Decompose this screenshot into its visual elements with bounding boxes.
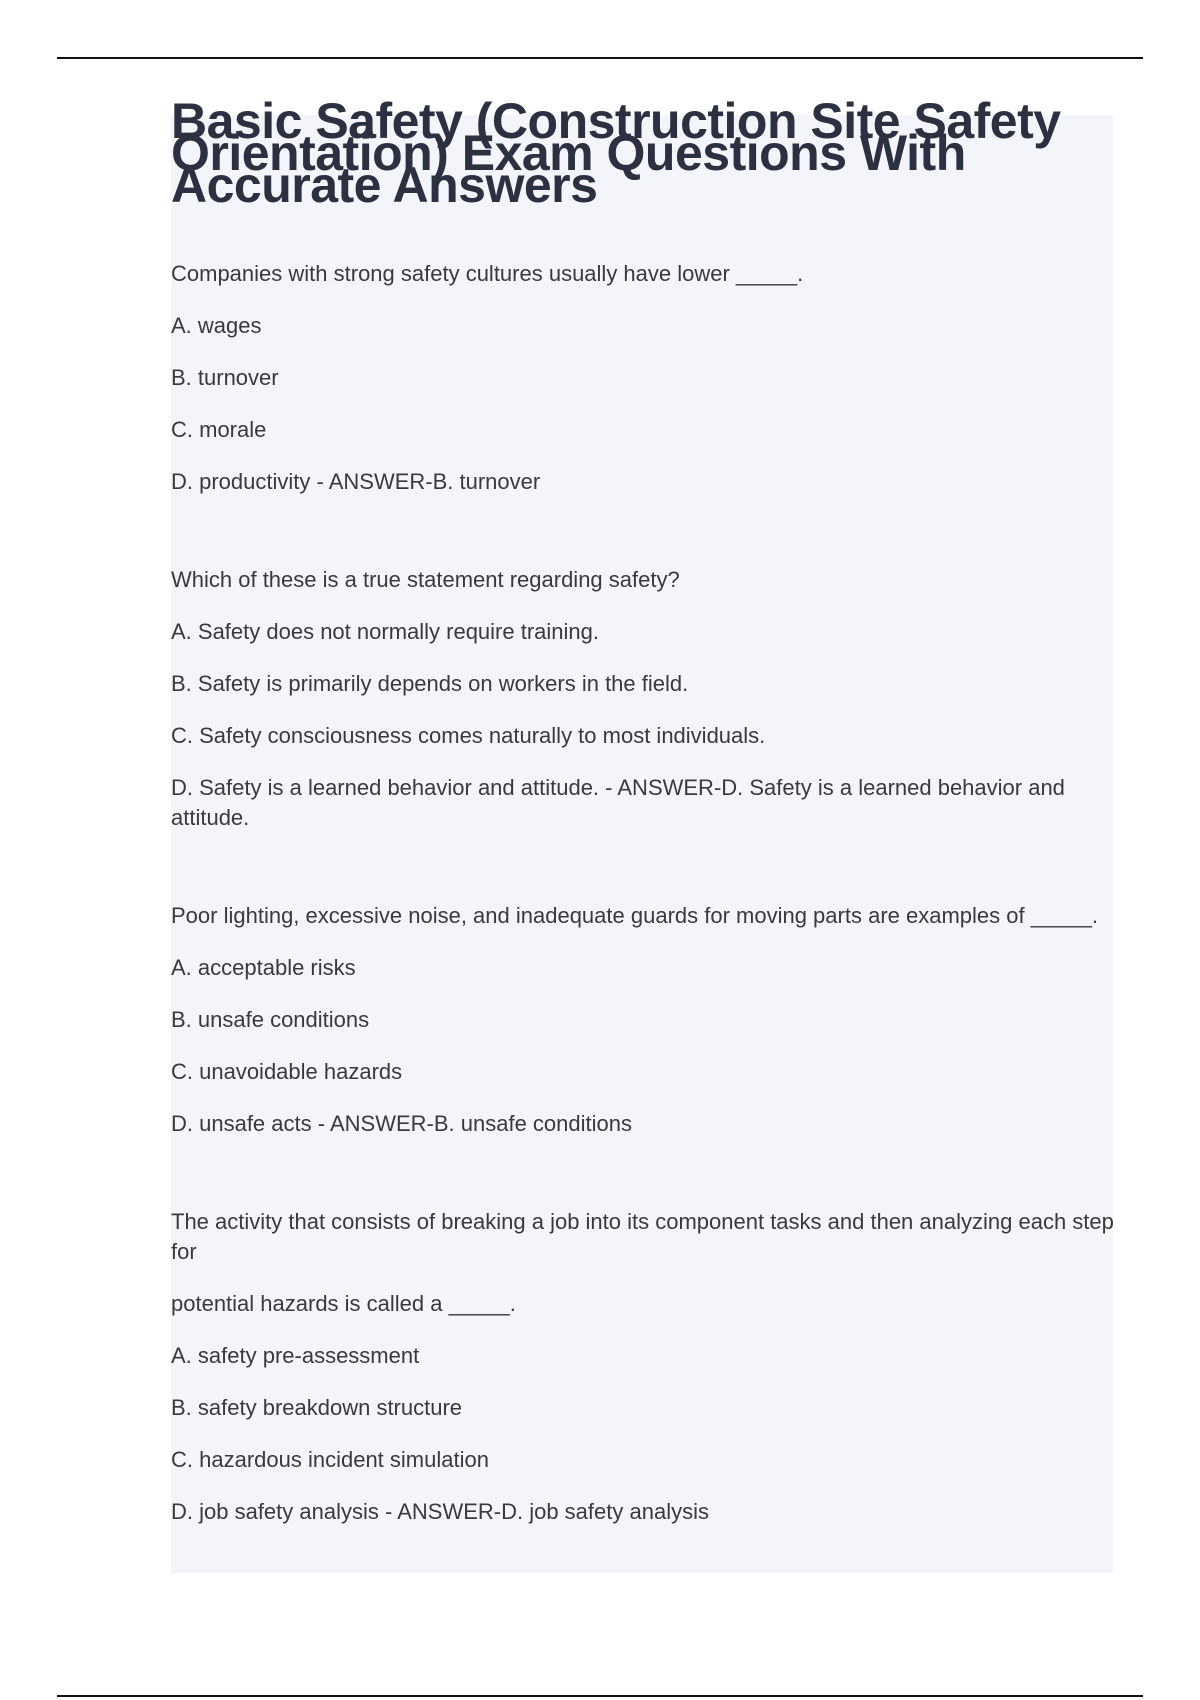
question-block-4 [171, 1207, 1116, 1527]
question-text: The activity that consists of breaking a job into its component tasks and then analyzing each step for [171, 1209, 1114, 1264]
top-rule [57, 57, 1143, 59]
question-text: Companies with strong safety cultures usually have lower _____. [171, 261, 804, 286]
document-title: Basic Safety (Construction Site Safety Orientation) Exam Questions With Accurate Answers [171, 93, 1061, 213]
question-text: Poor lighting, excessive noise, and inadequate guards for moving parts are examples of _____. [171, 903, 1099, 928]
answer-option-a: A. Safety does not normally require training. [171, 619, 600, 644]
answer-option-d-with-answer: D. productivity - ANSWER-B. turnover [171, 469, 541, 494]
document-body [171, 95, 1116, 1527]
answer-option-a: A. wages [171, 313, 262, 338]
answer-option-b: B. safety breakdown structure [171, 1395, 463, 1420]
answer-option-d-with-answer: D. job safety analysis - ANSWER-D. job safety analysis [171, 1499, 709, 1524]
answer-option-b: B. Safety is primarily depends on workers in the field. [171, 671, 689, 696]
answer-option-d-with-answer: D. unsafe acts - ANSWER-B. unsafe conditions [171, 1111, 632, 1136]
question-block-2 [171, 565, 1116, 833]
answer-option-d-with-answer: D. Safety is a learned behavior and attitude. - ANSWER-D. Safety is a learned behavior and attitude. [171, 775, 1065, 830]
answer-option-b: B. turnover [171, 365, 279, 390]
answer-option-c: C. hazardous incident simulation [171, 1447, 489, 1472]
answer-option-c: C. Safety consciousness comes naturally to most individuals. [171, 723, 766, 748]
answer-option-a: A. acceptable risks [171, 955, 356, 980]
question-text-continued: potential hazards is called a _____. [171, 1291, 516, 1316]
question-text: Which of these is a true statement regarding safety? [171, 567, 680, 592]
answer-option-a: A. safety pre-assessment [171, 1343, 420, 1368]
bottom-rule [57, 1695, 1143, 1697]
answer-option-c: C. unavoidable hazards [171, 1059, 403, 1084]
answer-option-b: B. unsafe conditions [171, 1007, 370, 1032]
question-block-1 [171, 259, 1116, 497]
question-block-3 [171, 901, 1116, 1139]
answer-option-c: C. morale [171, 417, 267, 442]
